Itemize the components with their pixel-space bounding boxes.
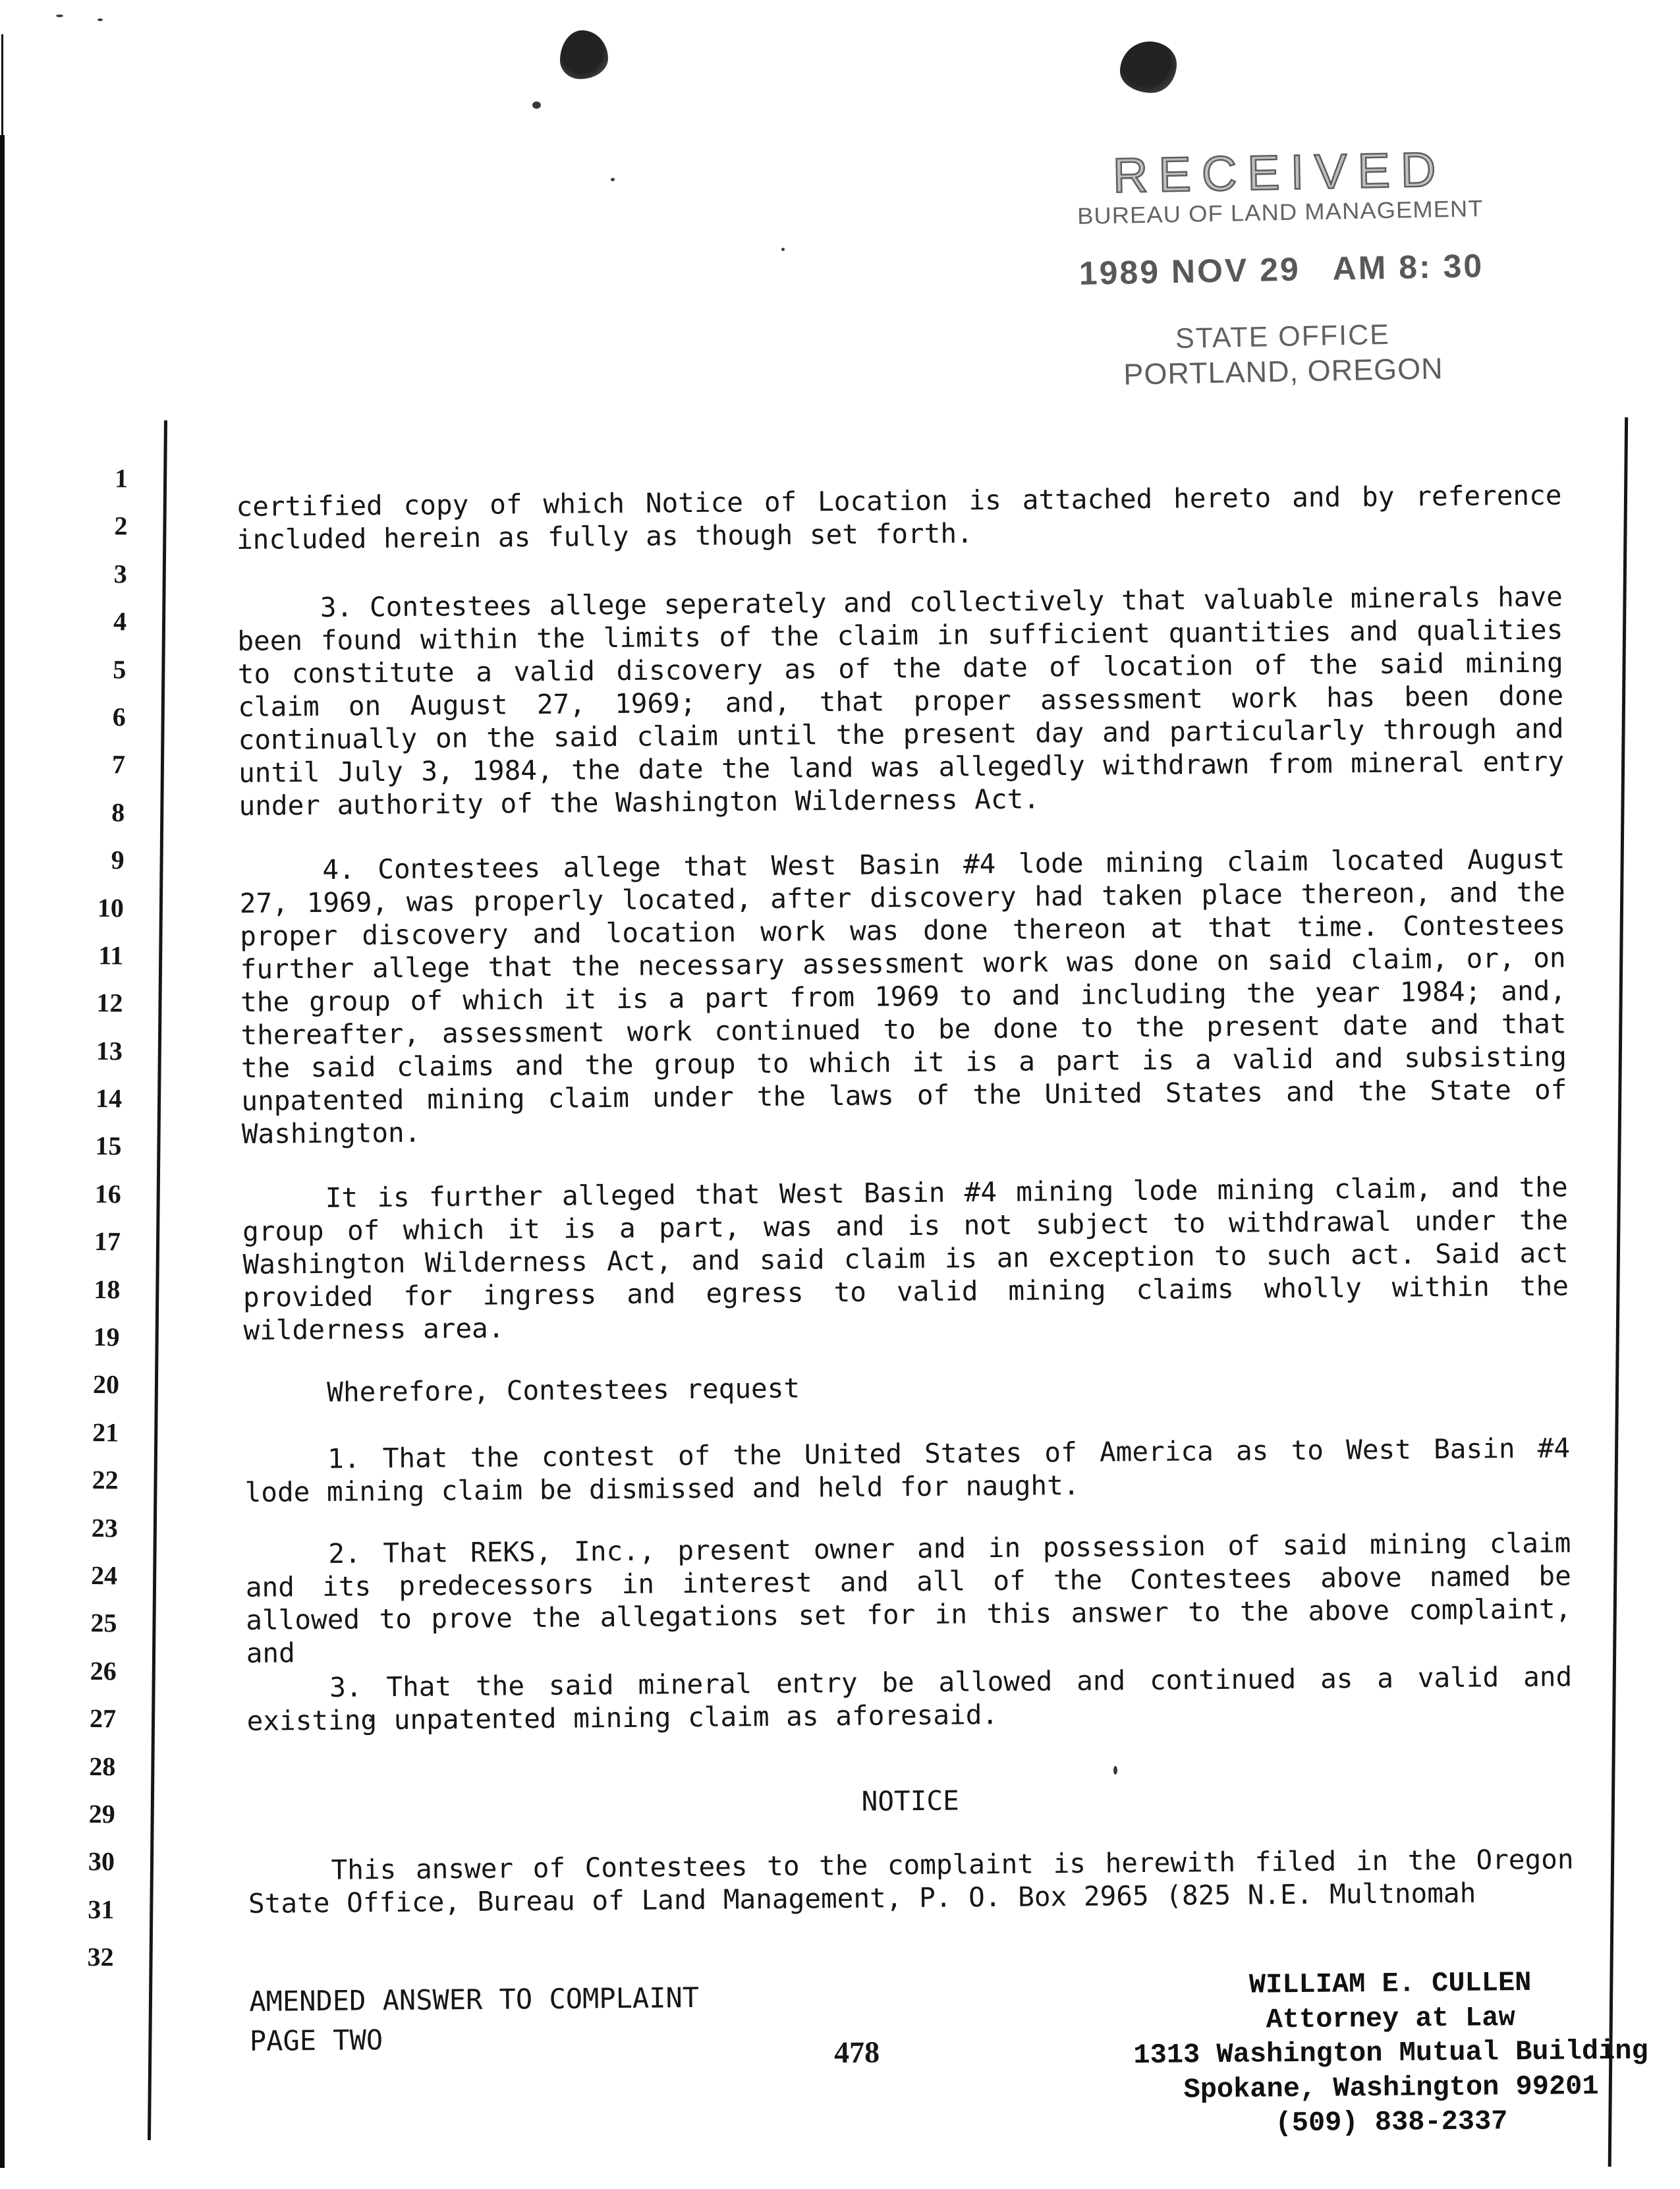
wherefore-line: Wherefore, Contestees request xyxy=(327,1372,800,1408)
request-2: 2. That REKS, Inc., present owner and in possession of said mining claim and its predecessors in interest and all of the Contestees above named be allowed to prove the allegations set for in this answer to the above complaint, and xyxy=(245,1527,1572,1669)
footer-doc-title xyxy=(249,1978,700,2061)
line-number: 27 xyxy=(89,1703,117,1734)
stamp-received-text: RECEIVED xyxy=(1112,142,1447,203)
line-number: 20 xyxy=(92,1369,120,1400)
stamp-city-text: PORTLAND, OREGON xyxy=(1123,351,1444,391)
line-number: 25 xyxy=(90,1608,117,1638)
line-number: 10 xyxy=(97,892,125,923)
line-number: 5 xyxy=(113,654,126,685)
paragraph-allegation-4: 4. Contestees allege that West Basin #4 lode mining claim located August 27, 1969, was properly located, after discovery had taken place thereon, and the proper discovery and location work was done thereon at that time. Contestees further allege that the necessary assessment work was done on said claim, or, on the group of which it is a part from 1969 to and including the year 1984; and, thereafter, assessment work continued to be done to the present date and that the said claims and the group to which it is a part is a valid and subsisting unpatented mining claim under the laws of the United States and the State of Washington. xyxy=(239,843,1567,1150)
line-number: 22 xyxy=(92,1465,119,1495)
line-number: 26 xyxy=(90,1655,117,1686)
line-number: 31 xyxy=(88,1894,115,1925)
attorney-title: Attorney at Law xyxy=(1266,2001,1515,2035)
paragraph-certified-copy: certified copy of which Notice of Location is attached hereto and by reference included herein as fully as though set forth. xyxy=(236,479,1562,555)
notice-heading: NOTICE xyxy=(861,1784,959,1817)
line-number: 24 xyxy=(90,1560,118,1591)
line-number: 21 xyxy=(92,1417,119,1448)
request-1: 1. That the contest of the United States of America as to West Basin #4 lode mining claim be dismissed and held for naught. xyxy=(244,1432,1571,1508)
line-number: 16 xyxy=(94,1178,121,1209)
line-number: 13 xyxy=(96,1035,123,1066)
paragraph-further-alleged: It is further alleged that West Basin #4 mining lode mining claim, and the group of which it is a part, was and is not subject to withdrawal under the Washington Wilderness Act, and said claim is an exception to such act. Said act provided for ingress and egress to valid mining claims wholly within the wilderness area. xyxy=(242,1171,1569,1346)
attorney-phone: (509) 838-2337 xyxy=(1275,2105,1508,2140)
line-number: 3 xyxy=(113,559,127,589)
line-number: 28 xyxy=(89,1751,116,1781)
line-number: 15 xyxy=(95,1131,122,1161)
line-number: 19 xyxy=(93,1322,120,1352)
line-number: 11 xyxy=(98,940,124,971)
line-number: 29 xyxy=(88,1798,115,1829)
notice-paragraph: This answer of Contestees to the complaint is herewith filed in the Oregon State Office, Bureau of Land Management, P. O. Box 2965 (825 N.E. Multnomah xyxy=(248,1843,1574,1919)
line-number: 14 xyxy=(95,1083,123,1114)
line-number: 30 xyxy=(88,1846,115,1877)
paragraph-allegation-3: 3. Contestees allege seperately and collectively that valuable minerals have been found within the limits of the claim in sufficient quantities and qualities to constitute a valid discovery as of the date of location of the said mining claim on August 27, 1969; and, that proper assessment work has been done continually on the said claim until the present day and particularly through and until July 3, 1984, the date the land was allegedly withdrawn from mineral entry under authority of the Washington Wilderness Act. xyxy=(237,581,1565,822)
line-number: 9 xyxy=(111,845,125,875)
line-number: 32 xyxy=(87,1942,114,1972)
stamp-date-text: 1989 NOV 29 AM 8: 30 xyxy=(1078,247,1484,292)
stamp-office-text: STATE OFFICE xyxy=(1175,318,1391,355)
line-number: 17 xyxy=(94,1226,121,1257)
line-number: 7 xyxy=(111,749,126,780)
line-number: 1 xyxy=(114,463,128,494)
attorney-address2: Spokane, Washington 99201 xyxy=(1183,2070,1599,2106)
attorney-block xyxy=(1104,1964,1678,2142)
attorney-name: WILLIAM E. CULLEN xyxy=(1248,1966,1532,2001)
attorney-address1: 1313 Washington Mutual Building xyxy=(1133,2035,1648,2072)
request-3: 3. That the said mineral entry be allowed and continued as a valid and existing unpatented mining claim as aforesaid. xyxy=(246,1661,1573,1737)
footer-doc-title-line1: AMENDED ANSWER TO COMPLAINT xyxy=(249,1981,700,2018)
line-number: 12 xyxy=(96,988,123,1018)
stamp-bureau-text: BUREAU OF LAND MANAGEMENT xyxy=(1077,196,1484,229)
line-number: 6 xyxy=(112,702,126,732)
line-number: 2 xyxy=(114,511,128,541)
line-number: 4 xyxy=(113,606,127,637)
page-number: 478 xyxy=(833,2035,880,2070)
line-number: 18 xyxy=(94,1274,121,1305)
line-number: 8 xyxy=(111,797,125,828)
footer-doc-title-line2: PAGE TWO xyxy=(249,2024,383,2057)
line-number: 23 xyxy=(91,1512,119,1543)
